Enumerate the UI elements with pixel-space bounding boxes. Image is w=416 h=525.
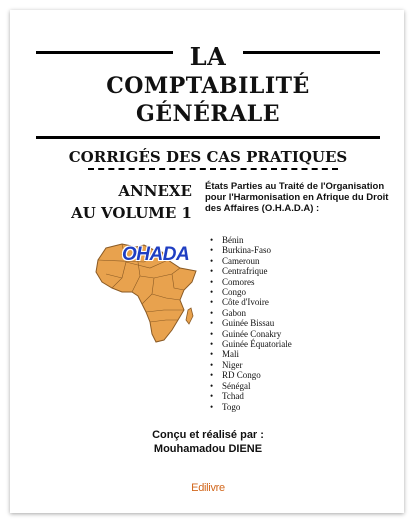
state-list-item: • Gabon [210, 308, 292, 318]
states-heading: États Parties au Traité de l'Organisation pour l'Harmonisation en Afrique du Droit des Affaires (O.H.A.D.A) : [205, 181, 389, 214]
state-list-item: • Niger [210, 360, 292, 370]
states-list [210, 235, 292, 412]
title-line-3: GÉNÉRALE [135, 101, 281, 127]
credit-line-1: Conçu et réalisé par : [152, 429, 264, 441]
annexe-label [71, 180, 192, 224]
state-list-item: • Guinée Conakry [210, 329, 292, 339]
state-list-item: • RD Congo [210, 370, 292, 380]
state-list-item: • Comores [210, 277, 292, 287]
annexe-line-2: AU VOLUME 1 [71, 204, 192, 222]
state-list-item: • Cameroun [210, 256, 292, 266]
state-list-item: • Centrafrique [210, 266, 292, 276]
madagascar-shape [186, 308, 193, 324]
subtitle-dashed-rule [88, 168, 338, 170]
state-list-item: • Bénin [210, 235, 292, 245]
title-line-1: LA [189, 42, 227, 71]
state-list-item: • Guinée Bissau [210, 318, 292, 328]
state-list-item: • Mali [210, 349, 292, 359]
state-list-item: • Congo [210, 287, 292, 297]
state-list-item: • Côte d'Ivoire [210, 297, 292, 307]
annexe-line-1: ANNEXE [118, 182, 192, 200]
title-line-2: COMPTABILITÉ [106, 73, 310, 99]
state-list-item: • Burkina-Faso [210, 245, 292, 255]
author-name: Mouhamadou DIENE [153, 443, 263, 455]
publisher-logo: Edilivre [191, 482, 225, 494]
subtitle: CORRIGÉS DES CAS PRATIQUES [68, 148, 348, 166]
state-list-item: • Togo [210, 402, 292, 412]
ohada-logo: OHADA [122, 244, 190, 265]
state-list-item: • Tchad [210, 391, 292, 401]
state-list-item: • Sénégal [210, 381, 292, 391]
state-list-item: • Guinée Équatoriale [210, 339, 292, 349]
title-bottom-rule [36, 136, 380, 139]
